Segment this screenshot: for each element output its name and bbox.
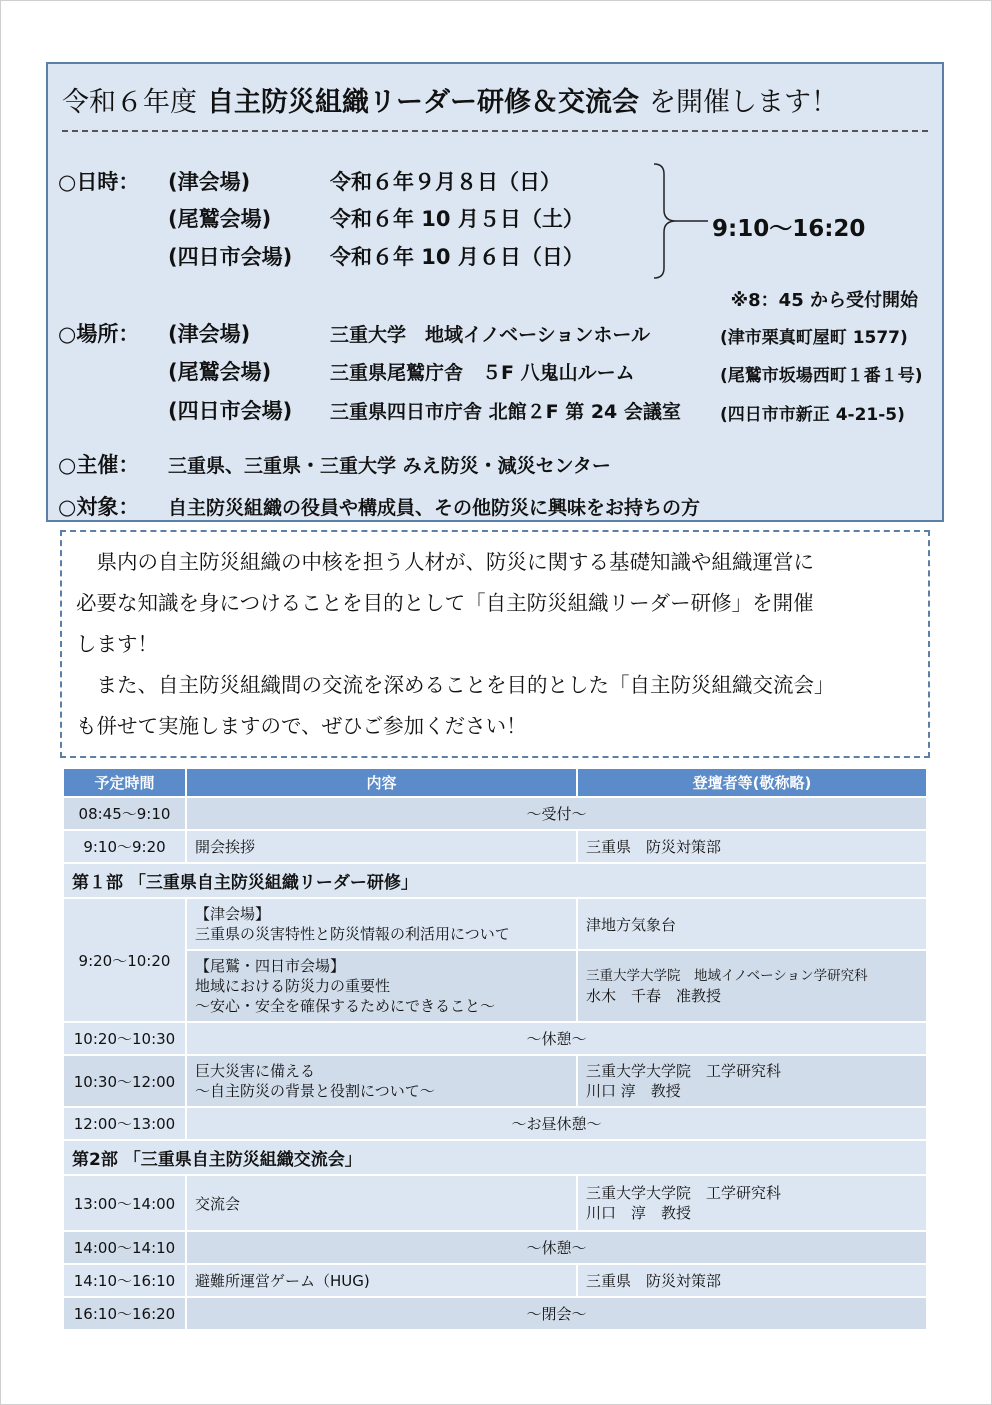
organizer-label: ○主催： xyxy=(58,453,140,477)
table-row xyxy=(63,1175,927,1231)
row-time: 13:00～14:00 xyxy=(63,1175,186,1231)
headline-title: 自主防災組織リーダー研修＆交流会 xyxy=(207,87,639,118)
content-line: ～安心・安全を確保するためにできること～ xyxy=(195,997,496,1015)
description-line-4: また、自主防災組織間の交流を深めることを目的とした「自主防災組織交流会」 xyxy=(76,673,835,697)
place-address-yokkaichi: (四日市市新正 4-21-5) xyxy=(720,405,905,425)
row-speaker xyxy=(577,950,927,1022)
row-time: 10:30～12:00 xyxy=(63,1055,186,1107)
table-row xyxy=(63,1231,927,1264)
table-row xyxy=(63,1297,927,1330)
table-row xyxy=(63,830,927,863)
row-content: ～受付～ xyxy=(186,797,927,830)
content-line: 地域における防災力の重要性 xyxy=(195,977,391,995)
speaker-line: 川口 淳 教授 xyxy=(586,1204,692,1222)
row-time: 14:00～14:10 xyxy=(63,1231,186,1264)
part-1-row xyxy=(63,863,927,898)
part-2-row xyxy=(63,1140,927,1175)
datetime-label: ○日時： xyxy=(58,170,140,194)
row-content: ～お昼休憩～ xyxy=(186,1107,927,1140)
target-value: 自主防災組織の役員や構成員、その他防災に興味をお持ちの方 xyxy=(168,497,701,519)
dashed-divider xyxy=(62,130,928,132)
place-venue-tsu: (津会場) xyxy=(168,322,251,346)
description-line-2: 必要な知識を身につけることを目的として「自主防災組織リーダー研修」を開催 xyxy=(76,591,814,615)
target-label: ○対象： xyxy=(58,495,140,519)
organizer-value: 三重県、三重県・三重大学 みえ防災・減災センター xyxy=(168,455,611,477)
description-line-1: 県内の自主防災組織の中核を担う人材が、防災に関する基礎知識や組織運営に xyxy=(76,550,814,574)
row-speaker: 三重県 防災対策部 xyxy=(577,830,927,863)
description-line-5: も併せて実施しますので、ぜひご参加ください！ xyxy=(76,714,527,738)
headline-prefix: 令和６年度 xyxy=(62,87,197,118)
part-2-title: 第2部 「三重県自主防災組織交流会」 xyxy=(63,1140,927,1175)
content-line: 【尾鷲・四日市会場】 xyxy=(195,957,346,975)
event-time-range: 9:10～16:20 xyxy=(712,216,866,242)
event-info-box xyxy=(46,62,944,522)
row-time: 9:20～10:20 xyxy=(63,898,186,1022)
table-row xyxy=(63,1022,927,1055)
speaker-line: 三重大学大学院 地域イノベーション学研究科 xyxy=(586,968,868,984)
place-name-tsu: 三重大学 地域イノベーションホール xyxy=(330,324,650,346)
table-row xyxy=(63,898,927,950)
row-time: 08:45～9:10 xyxy=(63,797,186,830)
header-content: 内容 xyxy=(186,768,577,797)
speaker-line: 三重大学大学院 工学研究科 xyxy=(586,1062,782,1080)
content-line: 巨大災害に備える xyxy=(195,1062,316,1080)
table-header-row xyxy=(63,768,927,797)
part-1-title: 第１部 「三重県自主防災組織リーダー研修」 xyxy=(63,863,927,898)
table-row xyxy=(63,1107,927,1140)
header-speaker: 登壇者等(敬称略) xyxy=(577,768,927,797)
table-row xyxy=(63,1055,927,1107)
row-time: 12:00～13:00 xyxy=(63,1107,186,1140)
row-content: ～休憩～ xyxy=(186,1022,927,1055)
datetime-venue-yokkaichi: (四日市会場) xyxy=(168,245,293,269)
datetime-date-owase: 令和６年 10 月５日（土） xyxy=(330,207,584,231)
datetime-date-yokkaichi: 令和６年 10 月６日（日） xyxy=(330,245,584,269)
reception-note: ※8：45 から受付開始 xyxy=(730,290,918,311)
datetime-venue-tsu: (津会場) xyxy=(168,170,251,194)
place-address-tsu: (津市栗真町屋町 1577) xyxy=(720,328,908,348)
row-content: 交流会 xyxy=(186,1175,577,1231)
table-row xyxy=(63,950,927,1022)
content-line: 三重県の災害特性と防災情報の利活用について xyxy=(195,925,510,943)
place-name-owase: 三重県尾鷲庁舎 ５F 八鬼山ルーム xyxy=(330,362,635,384)
row-content: 避難所運営ゲーム（HUG) xyxy=(186,1264,577,1297)
row-time: 14:10～16:10 xyxy=(63,1264,186,1297)
speaker-line: 川口 淳 教授 xyxy=(586,1082,681,1100)
table-row xyxy=(63,797,927,830)
row-speaker xyxy=(577,1055,927,1107)
table-row xyxy=(63,1264,927,1297)
schedule-table xyxy=(62,767,928,1331)
header-time: 予定時間 xyxy=(63,768,186,797)
datetime-venue-owase: (尾鷲会場) xyxy=(168,207,272,231)
content-line: ～自主防災の背景と役割について～ xyxy=(195,1082,435,1100)
row-content-tsu xyxy=(186,898,577,950)
content-line: 【津会場】 xyxy=(195,905,271,923)
row-content-owase-yokkaichi xyxy=(186,950,577,1022)
headline xyxy=(62,80,838,119)
row-time: 16:10～16:20 xyxy=(63,1297,186,1330)
description-box xyxy=(60,530,930,758)
place-name-yokkaichi: 三重県四日市庁舎 北館２F 第 24 会議室 xyxy=(330,401,681,423)
speaker-line: 三重大学大学院 工学研究科 xyxy=(586,1184,782,1202)
place-venue-owase: (尾鷲会場) xyxy=(168,360,272,384)
place-address-owase: (尾鷲市坂場西町１番１号) xyxy=(720,366,923,386)
right-brace-icon xyxy=(652,162,712,280)
headline-suffix: を開催します！ xyxy=(649,87,838,118)
datetime-date-tsu: 令和６年９月８日（日） xyxy=(330,170,561,194)
row-speaker: 三重県 防災対策部 xyxy=(577,1264,927,1297)
row-content: ～休憩～ xyxy=(186,1231,927,1264)
row-time: 10:20～10:30 xyxy=(63,1022,186,1055)
place-label: ○場所： xyxy=(58,322,140,346)
description-line-3: します！ xyxy=(76,632,158,656)
row-time: 9:10～9:20 xyxy=(63,830,186,863)
place-venue-yokkaichi: (四日市会場) xyxy=(168,399,293,423)
speaker-line: 水木 千春 准教授 xyxy=(586,987,722,1005)
row-speaker: 津地方気象台 xyxy=(577,898,927,950)
row-content xyxy=(186,1055,577,1107)
row-speaker xyxy=(577,1175,927,1231)
row-content: 開会挨拶 xyxy=(186,830,577,863)
row-content: ～閉会～ xyxy=(186,1297,927,1330)
